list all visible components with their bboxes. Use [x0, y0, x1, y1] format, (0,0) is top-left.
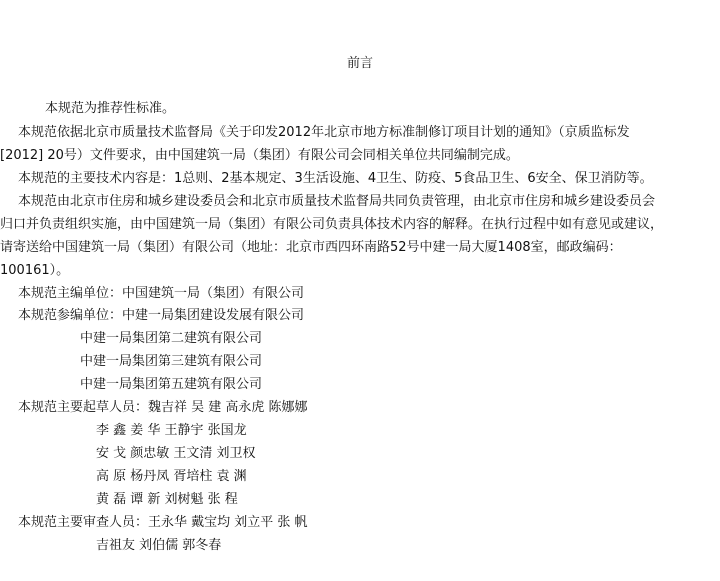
paragraph-basis-line-1: 本规范依据北京市质量技术监督局《关于印发2012年北京市地方标准制修订项目计划的通知》（京质监标发 — [18, 125, 630, 140]
participating-unit: 中建一局集团第三建筑有限公司 — [80, 354, 263, 369]
paragraph-management-line-4: 100161）。 — [0, 263, 70, 278]
drafters-row: 安 戈 颜忠敏 王文清 刘卫权 — [96, 446, 256, 461]
participating-unit: 中建一局集团第二建筑有限公司 — [80, 331, 263, 346]
paragraph-management-line-2: 归口并负责组织实施，由中国建筑一局（集团）有限公司负责具体技术内容的解释。在执行过程中如有意见或建议， — [0, 217, 664, 232]
drafters-row: 李 鑫 姜 华 王静宇 张国龙 — [96, 423, 247, 438]
chief-editor-unit: 本规范主编单位：中国建筑一局（集团）有限公司 — [18, 286, 305, 301]
reviewers-row: 吉祖友 刘伯儒 郭冬春 — [96, 538, 222, 553]
paragraph-basis-line-2: [2012] 20号）文件要求，由中国建筑一局（集团）有限公司会同相关单位共同编制完成。 — [0, 148, 519, 163]
page-title: 前言 — [346, 56, 373, 71]
reviewers-label: 本规范主要审查人员：王永华 戴宝均 刘立平 张 帆 — [18, 515, 308, 530]
drafters-row: 黄 磊 谭 新 刘树魁 张 程 — [96, 492, 238, 507]
paragraph-management-line-1: 本规范由北京市住房和城乡建设委员会和北京市质量技术监督局共同负责管理，由北京市住房和城乡建设委员会 — [18, 194, 656, 209]
paragraph-main-content: 本规范的主要技术内容是：1总则、2基本规定、3生活设施、4卫生、防疫、5食品卫生、6安全、保卫消防等。 — [18, 171, 653, 186]
drafters-row: 高 原 杨丹凤 胥培柱 袁 渊 — [96, 469, 247, 484]
participating-unit: 中建一局集团第五建筑有限公司 — [80, 377, 263, 392]
participating-units-label: 本规范参编单位：中建一局集团建设发展有限公司 — [18, 308, 305, 323]
paragraph-recommended-standard: 本规范为推荐性标准。 — [45, 101, 176, 116]
paragraph-management-line-3: 请寄送给中国建筑一局（集团）有限公司（地址：北京市西四环南路52号中建一局大厦1408室，邮政编码： — [0, 240, 622, 255]
drafters-label: 本规范主要起草人员：魏吉祥 吴 建 高永虎 陈娜娜 — [18, 400, 308, 415]
